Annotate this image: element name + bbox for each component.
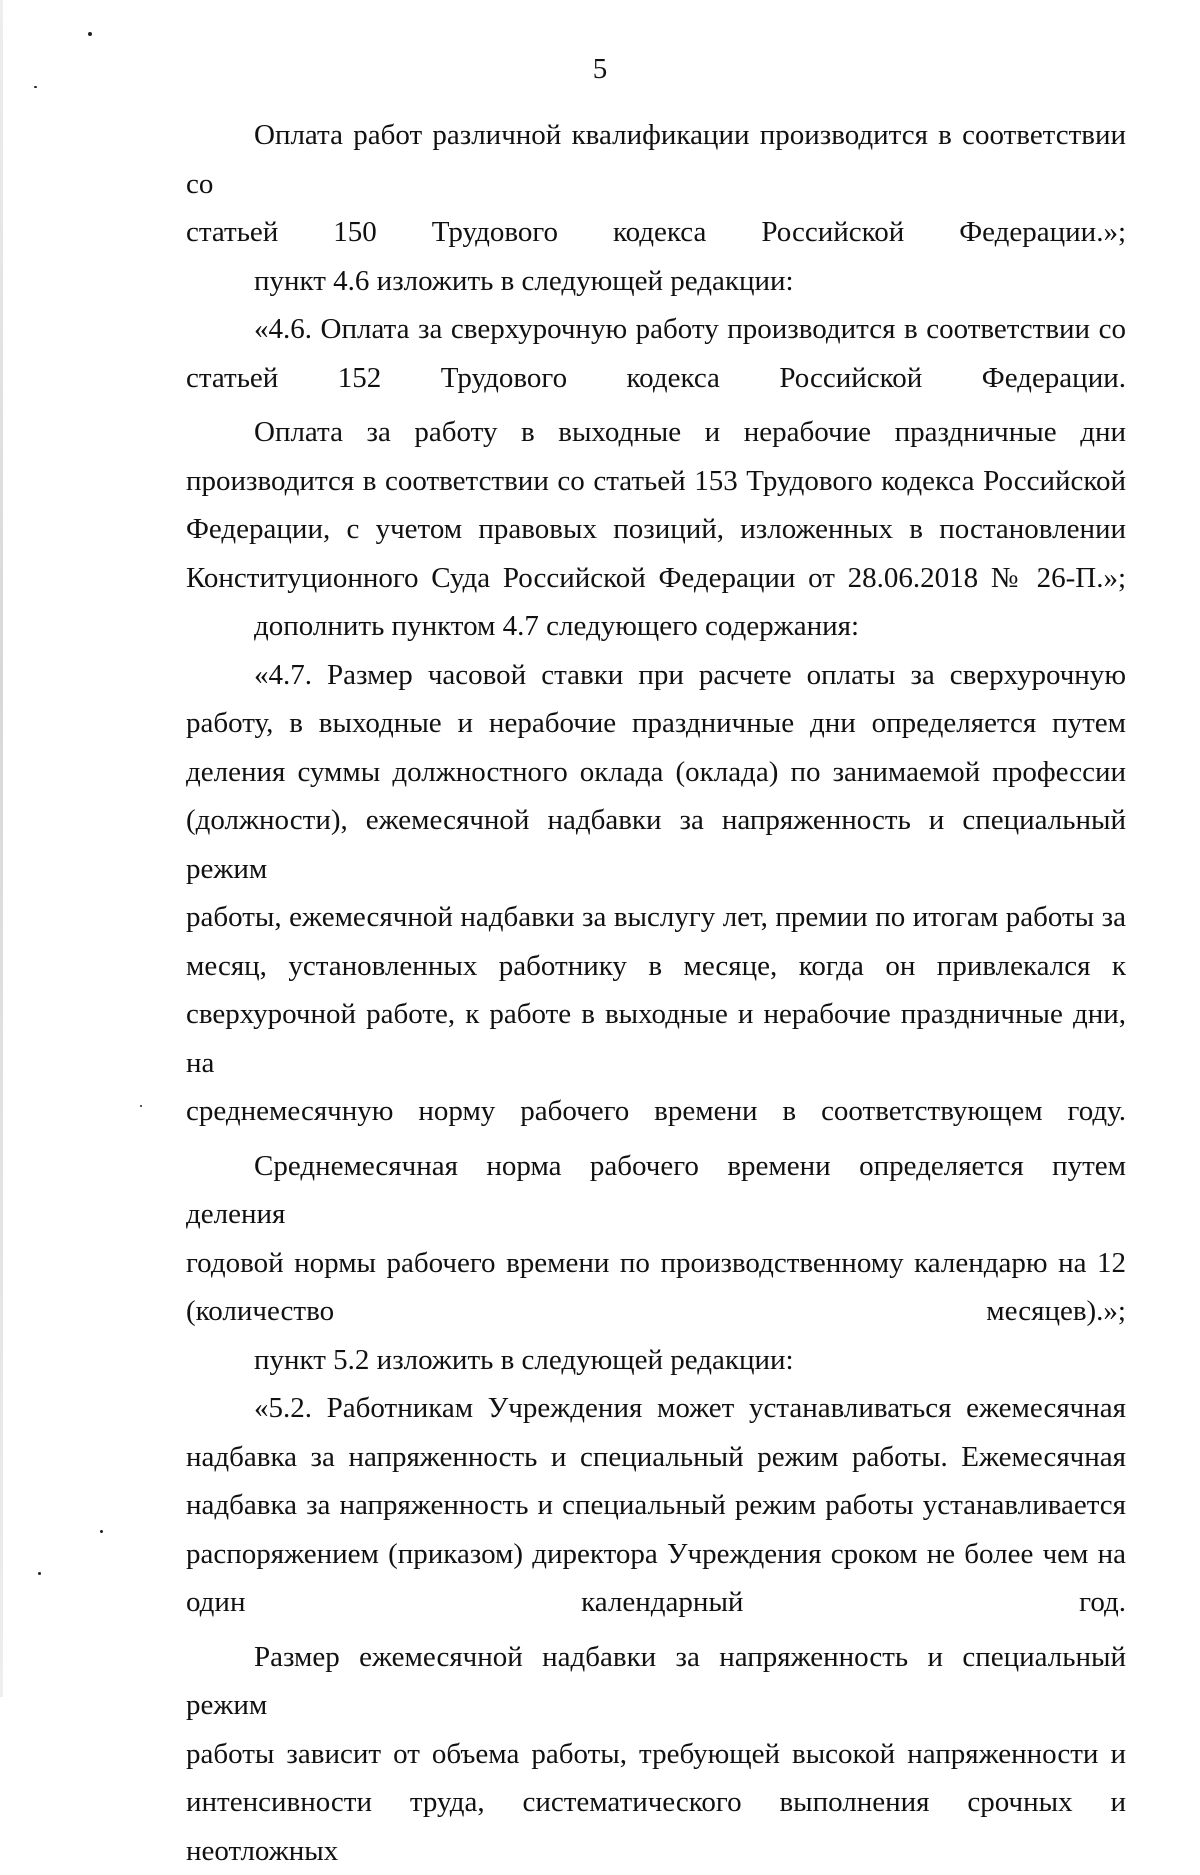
text-line: надбавка за напряженность и специальный режим работы. Ежемесячная: [186, 1441, 1126, 1473]
text-line: месяц, установленных работнику в месяце, когда он привлекался к: [186, 950, 1126, 982]
text-line: среднемесячную норму рабочего времени в соответствующем году.: [186, 1095, 1126, 1127]
text-line: деления суммы должностного оклада (оклада) по занимаемой профессии: [186, 756, 1126, 788]
paragraph-8: [186, 1336, 1126, 1385]
text-line: годовой нормы рабочего времени по производственному календарю на 12: [186, 1247, 1126, 1279]
paragraph-4: [186, 408, 1126, 602]
scan-left-edge: [0, 0, 3, 1697]
text-line: «5.2. Работникам Учреждения может устанавливаться ежемесячная: [254, 1392, 1126, 1424]
text-line: «4.6. Оплата за сверхурочную работу производится в соответствии со: [254, 313, 1126, 345]
text-line: производится в соответствии со статьей 153 Трудового кодекса Российской: [186, 465, 1126, 497]
paragraph-5: [186, 602, 1126, 651]
text-line: «4.7. Размер часовой ставки при расчете оплаты за сверхурочную: [254, 659, 1126, 691]
paragraph-6: [186, 651, 1126, 1136]
text-line: сверхурочной работе, к работе в выходные и нерабочие праздничные дни, на: [186, 998, 1126, 1079]
text-line: дополнить пунктом 4.7 следующего содержания:: [254, 610, 859, 642]
scan-speck: [140, 1105, 142, 1107]
scan-speck: [100, 1530, 103, 1533]
text-line: (должности), ежемесячной надбавки за напряженность и специальный режим: [186, 804, 1126, 885]
paragraph-10: [186, 1633, 1126, 1875]
paragraph-7: [186, 1142, 1126, 1336]
scan-speck: [34, 86, 37, 88]
page-number: 5: [0, 52, 1200, 86]
text-line: Конституционного Суда Российской Федерации от 28.06.2018 № 26-П.»;: [186, 562, 1126, 594]
paragraph-2: [186, 257, 1126, 306]
text-line: Среднемесячная норма рабочего времени определяется путем деления: [186, 1150, 1126, 1231]
text-line: статьей 152 Трудового кодекса Российской Федерации.: [186, 362, 1126, 394]
paragraph-1: [186, 111, 1126, 257]
text-line: работы зависит от объема работы, требующей высокой напряженности и: [186, 1738, 1126, 1770]
text-line: надбавка за напряженность и специальный режим работы устанавливается: [186, 1489, 1126, 1521]
text-line: Оплата за работу в выходные и нерабочие праздничные дни: [254, 416, 1126, 448]
text-line: Размер ежемесячной надбавки за напряженность и специальный режим: [186, 1641, 1126, 1722]
text-line: работы, ежемесячной надбавки за выслугу лет, премии по итогам работы за: [186, 901, 1126, 933]
text-line: Федерации, с учетом правовых позиций, изложенных в постановлении: [186, 513, 1126, 545]
document-body: [186, 111, 1126, 1875]
text-line: распоряжением (приказом) директора Учреждения сроком не более чем на: [186, 1538, 1126, 1570]
scan-speck: [38, 1572, 41, 1575]
text-line: (количество месяцев).»;: [186, 1295, 1126, 1327]
text-line: статьей 150 Трудового кодекса Российской Федерации.»;: [186, 216, 1126, 248]
paragraph-9: [186, 1384, 1126, 1627]
paragraph-3: [186, 305, 1126, 402]
text-line: пункт 5.2 изложить в следующей редакции:: [254, 1344, 794, 1376]
text-line: один календарный год.: [186, 1586, 1126, 1618]
scan-speck: [88, 32, 92, 36]
text-line: работу, в выходные и нерабочие праздничные дни определяется путем: [186, 707, 1126, 739]
text-line: пункт 4.6 изложить в следующей редакции:: [254, 265, 794, 297]
text-line: интенсивности труда, систематического выполнения срочных и неотложных: [186, 1786, 1126, 1867]
text-line: Оплата работ различной квалификации производится в соответствии со: [186, 119, 1126, 200]
